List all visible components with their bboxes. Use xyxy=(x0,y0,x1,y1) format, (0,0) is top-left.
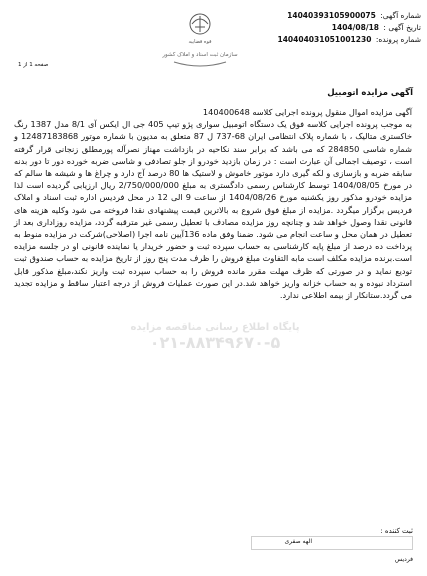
body-paragraph: به موجب پرونده اجرایی کلاسه فوق یک دستگاه اتومبیل سواری پژو تیپ 405 جی ال ایکس آی 8/1 مدل 1387 رنگ خاکستری متالیک ، با شماره پلاک انتظامی ایران 68-737 ل 87 متعلق به مدیون با شماره موتور 12487183868 و شماره شاسی 284850 که می باشد که برابر سند نکاحیه در بازداشت مهناز نصرآله پورمطلق زنجانی قرار گرفته است ، توصیف اجمالی آن عبارت است : در زمان بازدید خودرو از جلو تصادفی و شاسی ضربه خورده دور تا دور بدنه سابقه ضربه و بازسازی و لکه گیری دارد موتور خاموش و لاستیک ها 80 درصد آج دارد و چراغ ها و شیشه ها سالم که در مورخ 1404/08/05 توسط کارشناس رسمی دادگستری به مبلغ 2/750/000/000 ریال ارزیابی گردیده است لذا مزایده خودرو مذکور روز یکشنبه مورخ 1404/08/26 از ساعت 9 الی 12 در محل فردیس اداره ثبت اسناد و املاک فردیس برگزار میگردد .مزایده از مبلغ فوق شروع به بالاترین قیمت پیشنهادی نقدا فروخته می شود وکلیه هزینه های قانونی نقدا وصول خواهد شد و چنانچه روز مزایده مصادف با تعطیل رسمی غیر مترقبه گردد، مزایده روزاداری بعد از تعطیل در همان محل و ساعت انجام می شود. ضمنا وفق ماده 136آیین نامه اجرا (اصلاحی)شرکت در مزایده منوط به پرداخت ده درصد از مبلغ پایه کارشناسی به حساب سپرده ثبت و حضور خریدار یا نماینده قانونی او در جلسه مزایده است.برنده مزایده مکلف است مابه التفاوت مبلغ فروش را ظرف مدت پنج روز از تاریخ مزایده به حساب صندوق ثبت تودیع نماید و در صورتی که ظرف مهلت مقرر مانده فروش را به حساب سپرده ثبت واریز نکند،مبلغ مذکور قابل استرداد نبوده و به حساب خزانه واریز خواهد شد.در این صورت عملیات فروش از درجه اعتبار ساقط و مزایده تجدید می گردد.ستانکار از بیمه اطلاعی ندارد. xyxy=(14,119,413,301)
signer-office: فردیس xyxy=(394,556,413,563)
watermark xyxy=(90,322,340,377)
announcement-number xyxy=(278,10,422,22)
meta-value: 1404/08/18 xyxy=(331,23,380,32)
announcement-body xyxy=(14,106,412,301)
judiciary-emblem-icon xyxy=(162,10,238,70)
signature-box xyxy=(251,536,413,550)
announcement-date xyxy=(278,22,422,34)
emblem-org-text: سازمان ثبت اسناد و املاک کشور xyxy=(162,52,238,58)
watermark-phone: ۰۲۱-۸۸۳۴۹۶۷۰-۵ xyxy=(149,333,281,352)
case-number xyxy=(278,34,422,46)
meta-label: شماره پرونده: xyxy=(375,35,421,44)
page-title: آگهی مزایده اتومبیل xyxy=(327,88,413,98)
meta-label: تاریخ آگهی : xyxy=(383,23,421,32)
emblem-seal-text: قوه قضاییه xyxy=(188,39,212,45)
watermark-title: پایگاه اطلاع رسانی مناقصه مزایده xyxy=(130,322,300,333)
registrar-label: ثبت کننده : xyxy=(380,527,413,535)
body-heading-line: آگهی مزایده اموال منقول پرونده اجرایی کلاسه 140400648 xyxy=(202,107,412,117)
page-number: صفحه 1 از 1 xyxy=(18,62,49,68)
document-header xyxy=(0,0,427,92)
meta-label: شماره آگهی: xyxy=(380,11,421,20)
meta-value: 14040393105900075 xyxy=(287,11,376,20)
signer-name: الهه صفری xyxy=(284,538,312,545)
announcement-meta xyxy=(278,10,422,46)
meta-value: 140404031051001230 xyxy=(277,35,372,44)
